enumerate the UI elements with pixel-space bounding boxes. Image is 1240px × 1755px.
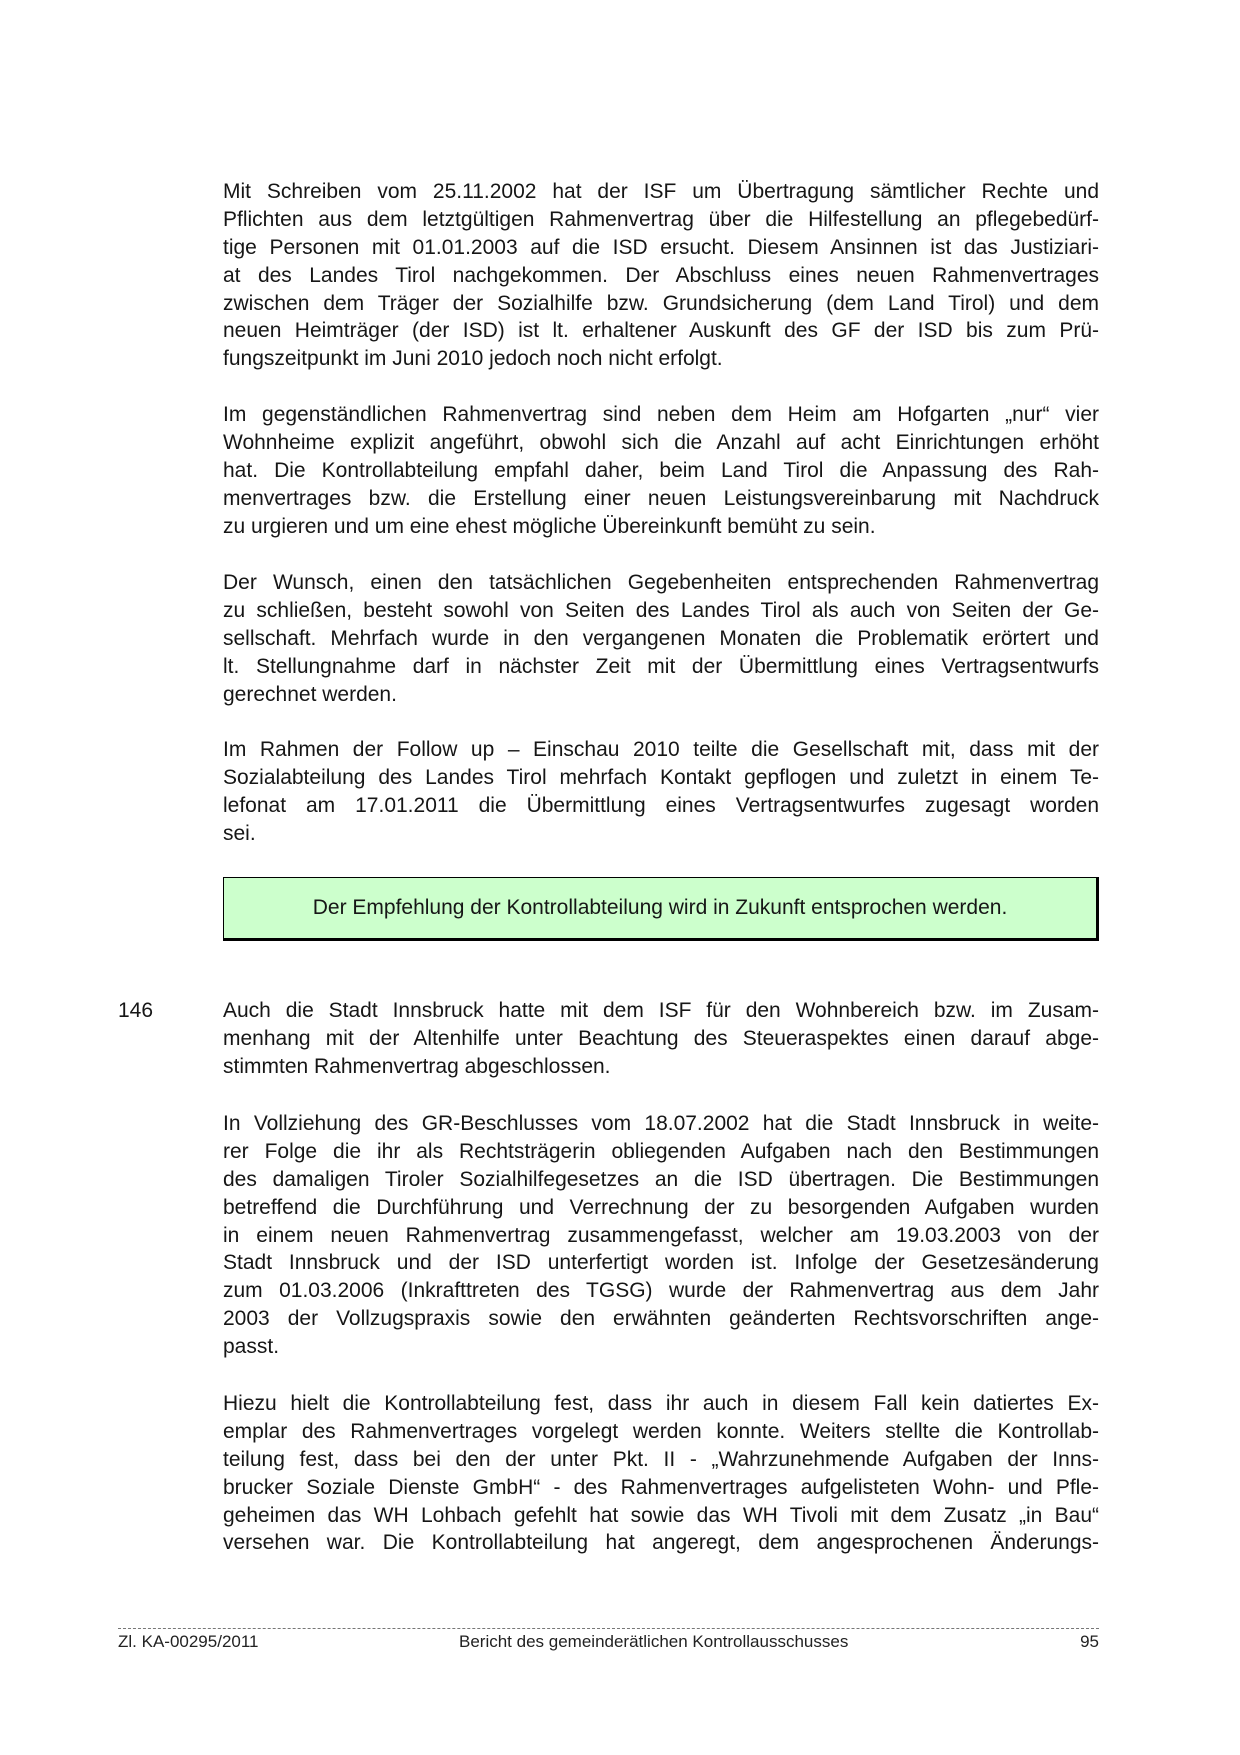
text-line: passt. bbox=[223, 1335, 280, 1359]
text-line: tige Personen mit 01.01.2003 auf die ISD ersucht. Diesem Ansinnen ist das Justiziari- bbox=[223, 235, 1099, 259]
text-line: emplar des Rahmenvertrages vorgelegt werden konnte. Weiters stellte die Kontrollab- bbox=[223, 1419, 1099, 1443]
text-line: menvertrages bzw. die Erstellung einer neuen Leistungsvereinbarung mit Nachdruck bbox=[223, 486, 1099, 510]
text-line: geheimen das WH Lohbach gefehlt hat sowie das WH Tivoli mit dem Zusatz „in Bau“ bbox=[223, 1503, 1099, 1527]
text-line: Sozialabteilung des Landes Tirol mehrfach Kontakt gepflogen und zuletzt in einem Te- bbox=[223, 765, 1099, 789]
paragraph bbox=[223, 401, 1099, 540]
paragraph bbox=[223, 178, 1099, 373]
text-line: in einem neuen Rahmenvertrag zusammengefasst, welcher am 19.03.2003 von der bbox=[223, 1223, 1099, 1247]
text-line: zu schließen, besteht sowohl von Seiten des Landes Tirol als auch von Seiten der Ge- bbox=[223, 598, 1099, 622]
text-line: teilung fest, dass bei den der unter Pkt. II - „Wahrzunehmende Aufgaben der Inns- bbox=[223, 1447, 1099, 1471]
footer-divider bbox=[118, 1628, 1099, 1629]
paragraph bbox=[223, 1110, 1099, 1361]
text-line: des damaligen Tiroler Sozialhilfegesetzes an die ISD übertragen. Die Bestimmungen bbox=[223, 1167, 1099, 1191]
item-number: 146 bbox=[118, 999, 154, 1022]
text-line: Pflichten aus dem letztgültigen Rahmenvertrag über die Hilfestellung an pflegebedürf- bbox=[223, 207, 1099, 231]
text-line: Im Rahmen der Follow up – Einschau 2010 teilte die Gesellschaft mit, dass mit der bbox=[223, 738, 1099, 761]
text-line: Wohnheime explizit angeführt, obwohl sich die Anzahl auf acht Einrichtungen erhöht bbox=[223, 430, 1099, 454]
recommendation-text: Der Empfehlung der Kontrollabteilung wird in Zukunft entsprochen werden. bbox=[312, 896, 1008, 919]
text-line: menhang mit der Altenhilfe unter Beachtung des Steueraspektes einen darauf abge- bbox=[223, 1026, 1099, 1050]
text-line: neuen Heimträger (der ISD) ist lt. erhaltener Auskunft des GF der ISD bis zum Prü- bbox=[223, 319, 1099, 343]
text-line: versehen war. Die Kontrollabteilung hat angeregt, dem angesprochenen Änderungs- bbox=[223, 1531, 1099, 1555]
footer-reference: Zl. KA-00295/2011 bbox=[118, 1632, 259, 1651]
text-line: Hiezu hielt die Kontrollabteilung fest, dass ihr auch in diesem Fall kein datiertes Ex- bbox=[223, 1392, 1099, 1415]
text-line: at des Landes Tirol nachgekommen. Der Abschluss eines neuen Rahmenvertrages bbox=[223, 263, 1099, 287]
text-line: hat. Die Kontrollabteilung empfahl daher, beim Land Tirol die Anpassung des Rah- bbox=[223, 458, 1099, 482]
text-line: Im gegenständlichen Rahmenvertrag sind neben dem Heim am Hofgarten „nur“ vier bbox=[223, 403, 1099, 426]
text-line: stimmten Rahmenvertrag abgeschlossen. bbox=[223, 1054, 611, 1078]
text-line: brucker Soziale Dienste GmbH“ - des Rahmenvertrages aufgelisteten Wohn- und Pfle- bbox=[223, 1475, 1099, 1499]
text-line: sellschaft. Mehrfach wurde in den vergangenen Monaten die Problematik erörtert und bbox=[223, 626, 1099, 650]
page-number: 95 bbox=[1080, 1632, 1099, 1651]
text-line: In Vollziehung des GR-Beschlusses vom 18.07.2002 hat die Stadt Innsbruck in weite- bbox=[223, 1112, 1099, 1135]
text-line: rer Folge die ihr als Rechtsträgerin obliegenden Aufgaben nach den Bestimmungen bbox=[223, 1139, 1099, 1163]
recommendation-box bbox=[223, 877, 1099, 941]
text-line: fungszeitpunkt im Juni 2010 jedoch noch nicht erfolgt. bbox=[223, 347, 723, 371]
text-line: Mit Schreiben vom 25.11.2002 hat der ISF um Übertragung sämtlicher Rechte und bbox=[223, 180, 1099, 203]
paragraph bbox=[223, 997, 1099, 1081]
text-line: lt. Stellungnahme darf in nächster Zeit mit der Übermittlung eines Vertragsentwurfs bbox=[223, 654, 1099, 678]
text-line: lefonat am 17.01.2011 die Übermittlung eines Vertragsentwurfes zugesagt worden bbox=[223, 793, 1099, 817]
paragraph bbox=[223, 736, 1099, 848]
text-line: zu urgieren und um eine ehest mögliche Übereinkunft bemüht zu sein. bbox=[223, 514, 876, 538]
text-line: Stadt Innsbruck und der ISD unterfertigt worden ist. Infolge der Gesetzesänderung bbox=[223, 1251, 1099, 1275]
text-line: zum 01.03.2006 (Inkrafttreten des TGSG) wurde der Rahmenvertrag aus dem Jahr bbox=[223, 1279, 1099, 1303]
text-line: betreffend die Durchführung und Verrechnung der zu besorgenden Aufgaben wurden bbox=[223, 1195, 1099, 1219]
text-line: Auch die Stadt Innsbruck hatte mit dem ISF für den Wohnbereich bzw. im Zusam- bbox=[223, 999, 1099, 1022]
text-line: 2003 der Vollzugspraxis sowie den erwähnten geänderten Rechtsvorschriften ange- bbox=[223, 1307, 1099, 1331]
paragraph bbox=[223, 1390, 1099, 1557]
paragraph bbox=[223, 569, 1099, 708]
text-line: gerechnet werden. bbox=[223, 682, 397, 706]
footer-title: Bericht des gemeinderätlichen Kontrollausschusses bbox=[459, 1632, 849, 1651]
text-line: Der Wunsch, einen den tatsächlichen Gegebenheiten entsprechenden Rahmenvertrag bbox=[223, 571, 1099, 594]
text-line: sei. bbox=[223, 821, 256, 845]
text-line: zwischen dem Träger der Sozialhilfe bzw. Grundsicherung (dem Land Tirol) und dem bbox=[223, 291, 1099, 315]
